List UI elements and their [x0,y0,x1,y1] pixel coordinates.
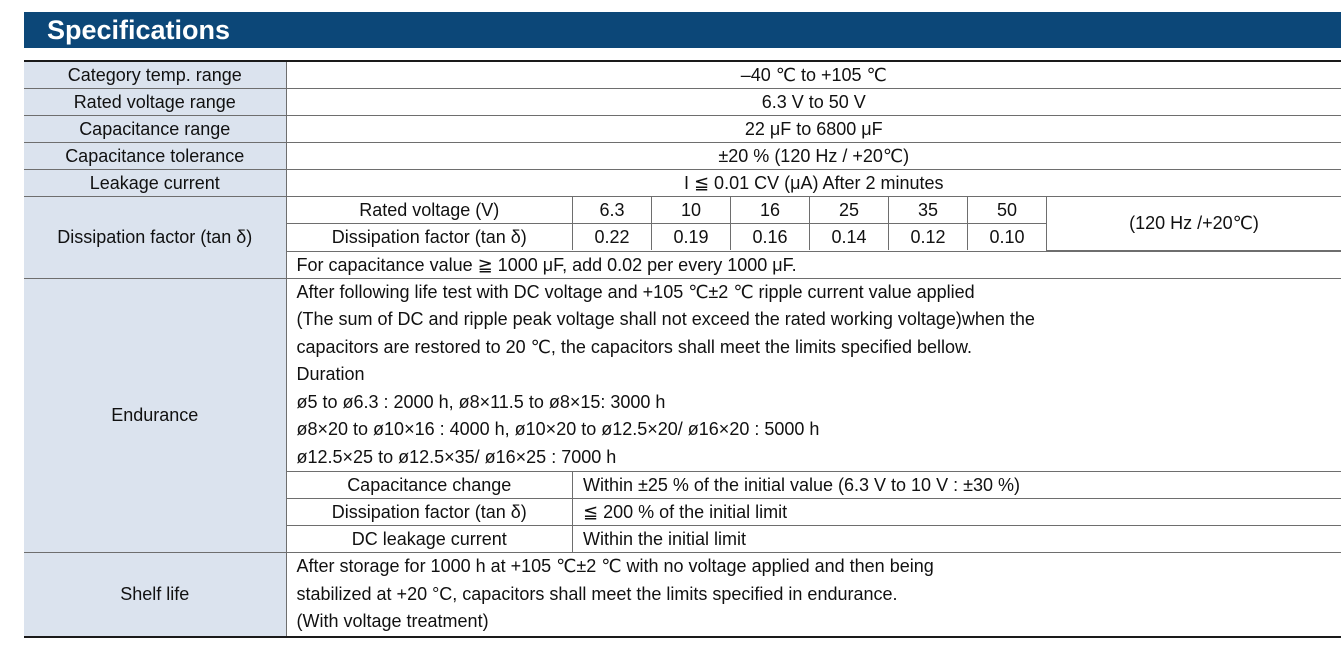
row-label: Capacitance tolerance [24,143,286,170]
dissipation-condition: (120 Hz /+20℃) [1047,197,1341,250]
voltage-value: 25 [810,197,889,224]
voltage-value: 35 [889,197,968,224]
voltage-value: 10 [652,197,731,224]
section-banner [24,12,1341,48]
factor-value: 0.14 [810,224,889,251]
factor-value: 0.16 [731,224,810,251]
limit-item: Capacitance change [287,472,573,499]
row-shelf-life [24,553,1341,637]
limit-row [287,526,1341,553]
row-value: –40 ℃ to +105 ℃ [286,61,1341,89]
endurance-line: capacitors are restored to 20 ℃, the capacitors shall meet the limits specified bellow. [296,336,973,357]
row-value: I ≦ 0.01 CV (μA) After 2 minutes [286,170,1341,197]
factor-header: Dissipation factor (tan δ) [287,224,573,251]
dissipation-note: For capacitance value ≧ 1000 μF, add 0.02 per every 1000 μF. [286,251,1341,278]
row-value: 22 μF to 6800 μF [286,116,1341,143]
factor-value: 0.10 [968,224,1047,251]
dissipation-grid [287,197,1341,251]
factor-value: 0.19 [652,224,731,251]
specifications-table [24,60,1341,638]
limit-value: ≦ 200 % of the initial limit [573,499,1341,526]
row-value: 6.3 V to 50 V [286,89,1341,116]
limit-item: DC leakage current [287,526,573,553]
limit-row [287,499,1341,526]
endurance-line: ø8×20 to ø10×16 : 4000 h, ø10×20 to ø12.5×20/ ø16×20 : 5000 h [296,419,820,439]
row-rated-voltage [24,89,1341,116]
row-value: ±20 % (120 Hz / +20℃) [286,143,1341,170]
row-leakage [24,170,1341,197]
voltage-value: 50 [968,197,1047,224]
limit-value: Within ±25 % of the initial value (6.3 V to 10 V : ±30 %) [573,472,1341,499]
endurance-line: ø5 to ø6.3 : 2000 h, ø8×11.5 to ø8×15: 3000 h [296,391,666,412]
row-tolerance [24,143,1341,170]
voltage-value: 6.3 [573,197,652,224]
row-label: Leakage current [24,170,286,197]
limit-value: Within the initial limit [573,526,1341,553]
limit-row [287,472,1341,499]
row-endurance [24,278,1341,472]
factor-value: 0.22 [573,224,652,251]
voltage-header: Rated voltage (V) [287,197,573,224]
shelf-life-text [286,553,1341,637]
endurance-line: After following life test with DC voltage and +105 ℃±2 ℃ ripple current value applied [296,281,975,302]
row-label: Shelf life [24,553,286,637]
row-label: Capacitance range [24,116,286,143]
row-label: Rated voltage range [24,89,286,116]
shelf-life-line: (With voltage treatment) [296,611,489,631]
endurance-limits [287,472,1341,552]
shelf-life-line: stabilized at +20 °C, capacitors shall meet the limits specified in endurance. [296,583,898,604]
limit-item: Dissipation factor (tan δ) [287,499,573,526]
row-label: Endurance [24,278,286,553]
row-label: Dissipation factor (tan δ) [24,197,286,279]
dissipation-grid-cell [286,197,1341,252]
shelf-life-line: After storage for 1000 h at +105 ℃±2 ℃ with no voltage applied and then being [296,556,934,576]
row-dissipation [24,197,1341,252]
endurance-line: ø12.5×25 to ø12.5×35/ ø16×25 : 7000 h [296,446,617,467]
section-title: Specifications [47,15,231,45]
endurance-line: (The sum of DC and ripple peak voltage shall not exceed the rated working voltage)when the [296,309,1035,329]
endurance-text [286,278,1341,472]
row-label: Category temp. range [24,61,286,89]
endurance-limits-cell [286,472,1341,553]
row-category-temp [24,61,1341,89]
voltage-value: 16 [731,197,810,224]
row-capacitance [24,116,1341,143]
voltage-row [287,197,1341,224]
factor-value: 0.12 [889,224,968,251]
endurance-line: Duration [296,364,365,384]
